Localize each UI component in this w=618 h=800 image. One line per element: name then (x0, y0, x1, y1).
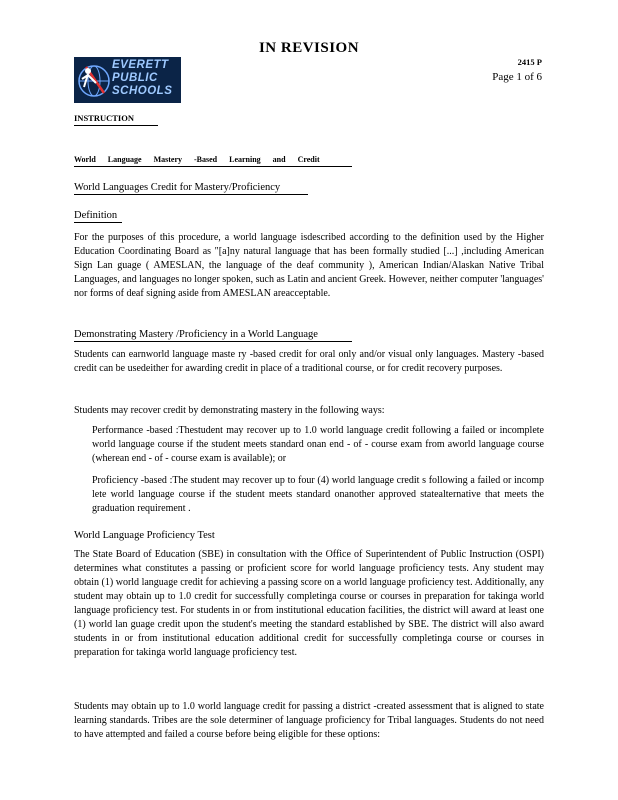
recover-credit-paragraph: Students may recover credit by demonstrating mastery in the following ways: (74, 405, 385, 416)
logo-line-schools: SCHOOLS (112, 85, 173, 97)
district-assessment-paragraph: Students may obtain up to 1.0 world language credit for passing a district -created assessment that is aligned to state learning standards. Tribes are the sole determiner of language proficiency for Tribal languages. Students do not need to have attempted and failed a course before being eligible for these options: (74, 701, 544, 740)
document-title: World Languages Credit for Mastery/Proficiency (74, 182, 308, 195)
demonstrating-heading: Demonstrating Mastery /Proficiency in a World Language (74, 329, 352, 342)
revision-title: IN REVISION (258, 40, 360, 56)
policy-title: World Language Mastery -Based Learning and Credit (74, 155, 352, 167)
logo-line-everett: EVERETT (112, 59, 169, 71)
district-logo (74, 57, 181, 103)
demonstrating-paragraph: Students can earnworld language maste ry -based credit for oral only and/or visual only languages. Mastery -based credit can be usedeither for awarding credit in place of a traditional course, or for credit recovery purposes. (74, 349, 544, 374)
policy-code: 2415 P (517, 57, 542, 67)
list-item (74, 424, 544, 466)
logo-text (112, 59, 172, 98)
page-number: Page 1 of 6 (492, 71, 542, 83)
proficiency-test-heading: World Language Proficiency Test (74, 530, 215, 541)
proficiency-test-paragraph: The State Board of Education (SBE) in consultation with the Office of Superintendent of Public Instruction (OSPI) determines what constitutes a passing or proficient score for world language proficiency tests. Any student may obtain (1) world language credit for achieving a passing score on a world language proficiency test. Additionally, any student may obtain up to 1.0 credit for successfully completinga course or courses in preparation for takinga world language proficiency test. For students in or from institutional education facilities, the district will award at least one (1) world lan guage credit upon the student's meeting the standard established by SBE. The district will also award students in or from institutional education additional credit for successfully completinga course or courses in preparation for takinga world language proficiency test. (74, 549, 544, 658)
bullet-text-proficiency: Proficiency -based :The student may recover up to four (4) world language credit s following a failed or incomp lete world language course if the student meets standard onanother approved statealternative that meets the graduation requirement . (92, 475, 544, 514)
logo-line-public: PUBLIC (112, 72, 158, 84)
definition-heading: Definition (74, 210, 122, 223)
definition-paragraph: For the purposes of this procedure, a world language isdescribed according to the definition used by the Higher Education Coordinating Board as "[a]ny natural language that has been formally studied [...] ,including American Sign Lan guage ( AMESLAN, the language of the deaf community ), American Indian/Alaskan Native Tribal Languages, and languages no longer spoken, such as Latin and ancient Greek. However, neither computer 'languages' nor forms of deaf signing aside from AMESLAN areacceptable. (74, 232, 544, 299)
bullet-text-performance: Performance -based :Thestudent may recover up to 1.0 world language credit following a failed or incomplete world language course if the student meets standard onan end - of - course exam from aworld language course (wherean end - of - course exam is available); or (92, 425, 544, 464)
section-label: INSTRUCTION (74, 113, 158, 126)
list-item (74, 474, 544, 516)
